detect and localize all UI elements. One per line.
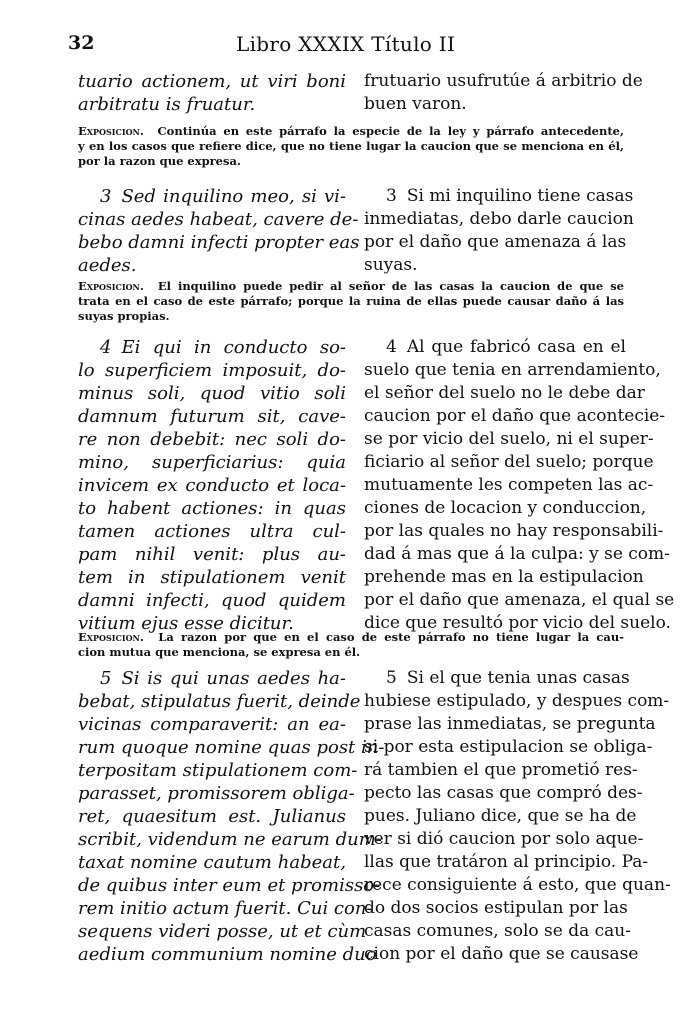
- spanish-line: pecto las casas que compró des-: [364, 783, 643, 803]
- exposicion-note: [78, 630, 624, 660]
- section-3: [78, 185, 634, 280]
- latin-line: rem initio actum fuerit. Cui con-: [78, 898, 373, 919]
- running-head: Libro XXXIX Título II: [236, 32, 456, 56]
- latin-line: aedes.: [78, 255, 137, 276]
- page-header: [68, 32, 624, 62]
- spanish-line: mutuamente les competen las ac-: [364, 475, 654, 495]
- spanish-line: inmediatas, debo darle caucion: [364, 209, 634, 229]
- spanish-line: hubiese estipulado, y despues com-: [364, 691, 670, 711]
- spanish-line: llas que tratáron al principio. Pa-: [364, 852, 649, 872]
- latin-column: [78, 336, 346, 635]
- exposicion-text: por la razon que expresa.: [78, 154, 241, 168]
- spanish-line: por el daño que amenaza á las: [364, 232, 627, 252]
- spanish-line: Si mi inquilino tiene casas: [406, 186, 634, 206]
- section-continuation: [78, 70, 643, 120]
- section-number: 5: [386, 668, 397, 688]
- spanish-line: suelo que tenia en arrendamiento,: [364, 360, 661, 380]
- latin-line: lo superficiem imposuit, do-: [78, 360, 346, 381]
- spanish-column: [364, 667, 671, 966]
- spanish-line: caucion por el daño que acontecie-: [364, 406, 666, 426]
- latin-line: vitium ejus esse dicitur.: [78, 613, 294, 634]
- section-number: 5: [100, 668, 112, 689]
- spanish-line: dice que resultó por vicio del suelo.: [364, 613, 671, 633]
- section-number: 4: [386, 337, 397, 357]
- latin-line: bebo damni infecti propter eas: [78, 232, 360, 253]
- latin-line: damnum futurum sit, cave-: [78, 406, 346, 427]
- latin-line: tem in stipulationem venit: [78, 567, 346, 588]
- latin-line: damni infecti, quod quidem: [78, 590, 346, 611]
- spanish-line: ficiario al señor del suelo; porque: [364, 452, 654, 472]
- spanish-line: Si el que tenia unas casas: [406, 668, 630, 688]
- spanish-line: si por esta estipulacion se obliga-: [364, 737, 653, 757]
- exposicion-text: Continúa en este párrafo la especie de la ley y párrafo antecedente,: [157, 124, 624, 138]
- latin-column: [78, 185, 360, 277]
- latin-column: [78, 667, 385, 966]
- spanish-line: por las quales no hay responsabili-: [364, 521, 664, 541]
- spanish-line: buen varon.: [364, 94, 467, 114]
- page-number: 32: [68, 32, 95, 54]
- exposicion-text: El inquilino puede pedir al señor de las casas la caucion de que se: [157, 279, 624, 293]
- exposicion-label: Exposicion.: [78, 124, 144, 138]
- latin-line: rum quoque nomine quas post in-: [78, 737, 385, 758]
- latin-line: vicinas comparaverit: an ea-: [78, 714, 346, 735]
- exposicion-note: [78, 279, 624, 324]
- latin-line: Ei qui in conducto so-: [121, 337, 346, 358]
- latin-line: to habent actiones: in quas: [78, 498, 346, 519]
- latin-line: tamen actiones ultra cul-: [78, 521, 346, 542]
- latin-line: re non debebit: nec soli do-: [78, 429, 346, 450]
- exposicion-text: suyas propias.: [78, 309, 170, 323]
- latin-line: terpositam stipulationem com-: [78, 760, 358, 781]
- latin-line: tuario actionem, ut viri boni: [78, 71, 346, 92]
- latin-line: scribit, videndum ne earum dum-: [78, 829, 382, 850]
- spanish-line: rece consiguiente á esto, que quan-: [364, 875, 671, 895]
- spanish-line: por el daño que amenaza, el qual se: [364, 590, 675, 610]
- spanish-line: Al que fabricó casa en el: [406, 337, 626, 357]
- latin-line: ret, quaesitum est. Julianus: [78, 806, 346, 827]
- spanish-line: frutuario usufrutúe á arbitrio de: [364, 71, 643, 91]
- exposicion-note: [78, 124, 624, 169]
- section-4: [78, 336, 675, 634]
- spanish-column: [364, 336, 675, 635]
- spanish-line: dad á mas que á la culpa: y se com-: [364, 544, 670, 564]
- latin-line: de quibus inter eum et promisso-: [78, 875, 381, 896]
- spanish-line: ver si dió caucion por solo aque-: [364, 829, 644, 849]
- spanish-line: prase las inmediatas, se pregunta: [364, 714, 656, 734]
- exposicion-text: y en los casos que refiere dice, que no tiene lugar la caucion que se menciona en él,: [78, 139, 624, 153]
- spanish-column: [364, 70, 643, 116]
- latin-line: mino, superficiarius: quia: [78, 452, 346, 473]
- exposicion-text: La razon por que en el caso de este párrafo no tiene lugar la cau-: [158, 630, 624, 644]
- section-number: 3: [386, 186, 397, 206]
- spanish-line: do dos socios estipulan por las: [364, 898, 628, 918]
- section-5: [78, 667, 671, 967]
- exposicion-label: Exposicion.: [78, 279, 144, 293]
- spanish-line: cion por el daño que se causase: [364, 944, 639, 964]
- spanish-line: pues. Juliano dice, que se ha de: [364, 806, 637, 826]
- exposicion-text: trata en el caso de este párrafo; porque la ruina de ellas puede causar daño á las: [78, 294, 624, 308]
- exposicion-label: Exposicion.: [78, 630, 144, 644]
- latin-line: Si is qui unas aedes ha-: [121, 668, 346, 689]
- latin-line: arbitratu is fruatur.: [78, 94, 256, 115]
- latin-column: [78, 70, 346, 116]
- latin-line: minus soli, quod vitio soli: [78, 383, 346, 404]
- spanish-line: se por vicio del suelo, ni el super-: [364, 429, 654, 449]
- latin-line: taxat nomine cautum habeat,: [78, 852, 346, 873]
- spanish-line: suyas.: [364, 255, 418, 275]
- latin-line: Sed inquilino meo, si vi-: [121, 186, 346, 207]
- section-number: 4: [100, 337, 112, 358]
- latin-line: aedium communium nomine duo: [78, 944, 377, 965]
- section-number: 3: [100, 186, 112, 207]
- exposicion-text: cion mutua que menciona, se expresa en él.: [78, 645, 361, 659]
- latin-line: cinas aedes habeat, cavere de-: [78, 209, 359, 230]
- spanish-line: casas comunes, solo se da cau-: [364, 921, 632, 941]
- spanish-column: [364, 185, 634, 277]
- latin-line: bebat, stipulatus fuerit, deinde: [78, 691, 361, 712]
- spanish-line: el señor del suelo no le debe dar: [364, 383, 645, 403]
- latin-line: pam nihil venit: plus au-: [78, 544, 346, 565]
- spanish-line: prehende mas en la estipulacion: [364, 567, 644, 587]
- spanish-line: ciones de locacion y conduccion,: [364, 498, 647, 518]
- spanish-line: rá tambien el que prometió res-: [364, 760, 638, 780]
- latin-line: invicem ex conducto et loca-: [78, 475, 346, 496]
- latin-line: sequens videri posse, ut et cùm: [78, 921, 367, 942]
- latin-line: parasset, promissorem obliga-: [78, 783, 355, 804]
